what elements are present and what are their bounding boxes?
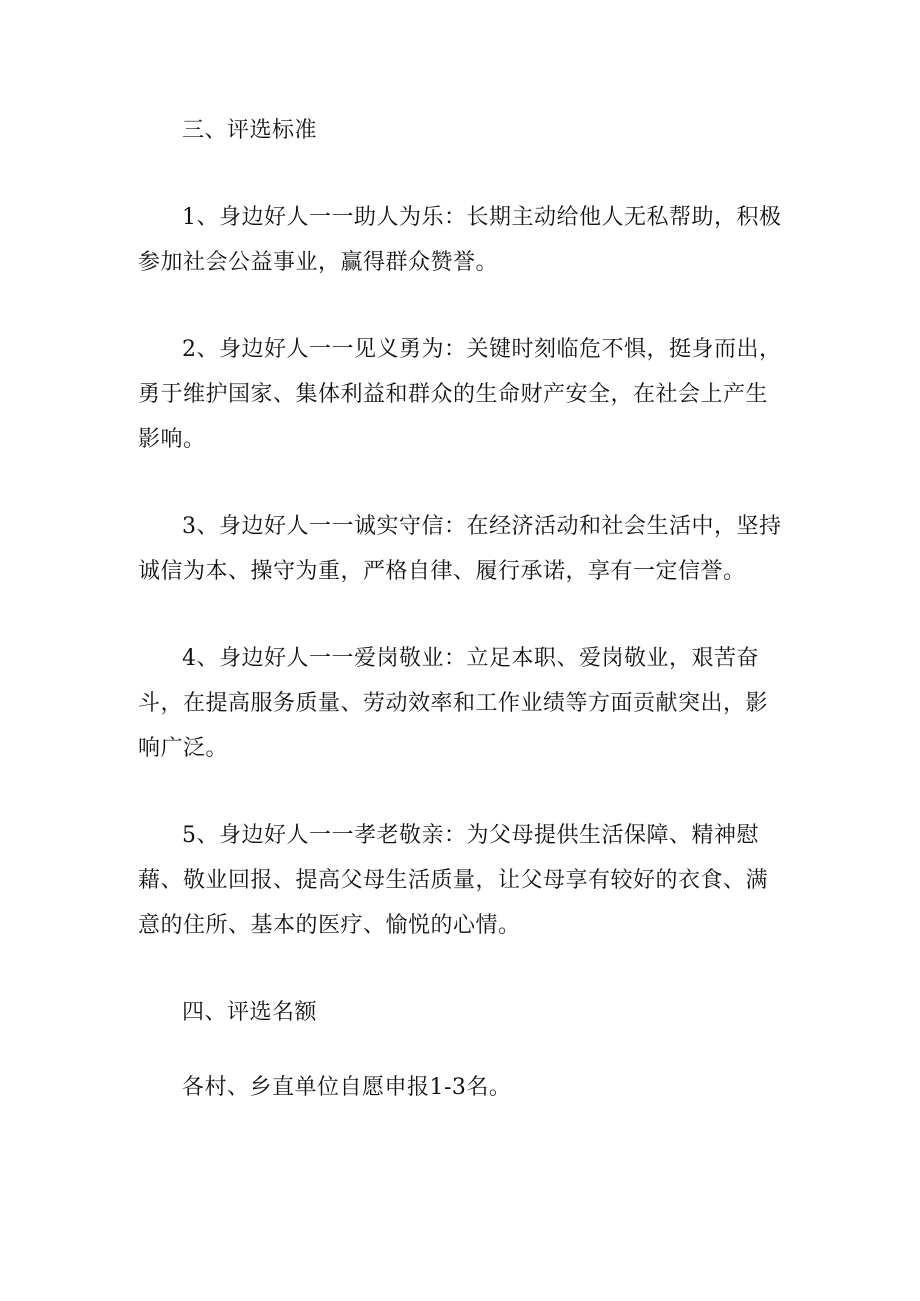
criteria-item-5: 5、身边好人一一孝老敬亲：为父母提供生活保障、精神慰藉、敬业回报、提高父母生活质量，让父母享有较好的衣食、满意的住所、基本的医疗、愉悦的心情。 bbox=[138, 823, 769, 938]
criteria-item-2: 2、身边好人一一见义勇为：关键时刻临危不惧，挺身而出，勇于维护国家、集体利益和群众的生命财产安全，在社会上产生影响。 bbox=[138, 337, 782, 452]
document-body bbox=[138, 108, 788, 1110]
criteria-item-3: 3、身边好人一一诚实守信：在经济活动和社会生活中，坚持诚信为本、操守为重，严格自律、履行承诺，享有一定信誉。 bbox=[138, 514, 782, 584]
section-heading-criteria: 三、评选标准 bbox=[182, 118, 318, 143]
quota-text: 各村、乡直单位自愿申报1-3名。 bbox=[182, 1075, 512, 1100]
section-heading-quota: 四、评选名额 bbox=[182, 1000, 318, 1025]
criteria-item-1: 1、身边好人一一助人为乐：长期主动给他人无私帮助，积极参加社会公益事业，赢得群众赞誉。 bbox=[138, 205, 782, 275]
criteria-item-4: 4、身边好人一一爱岗敬业：立足本职、爱岗敬业，艰苦奋斗，在提高服务质量、劳动效率和工作业绩等方面贡献突出，影响广泛。 bbox=[138, 646, 769, 761]
